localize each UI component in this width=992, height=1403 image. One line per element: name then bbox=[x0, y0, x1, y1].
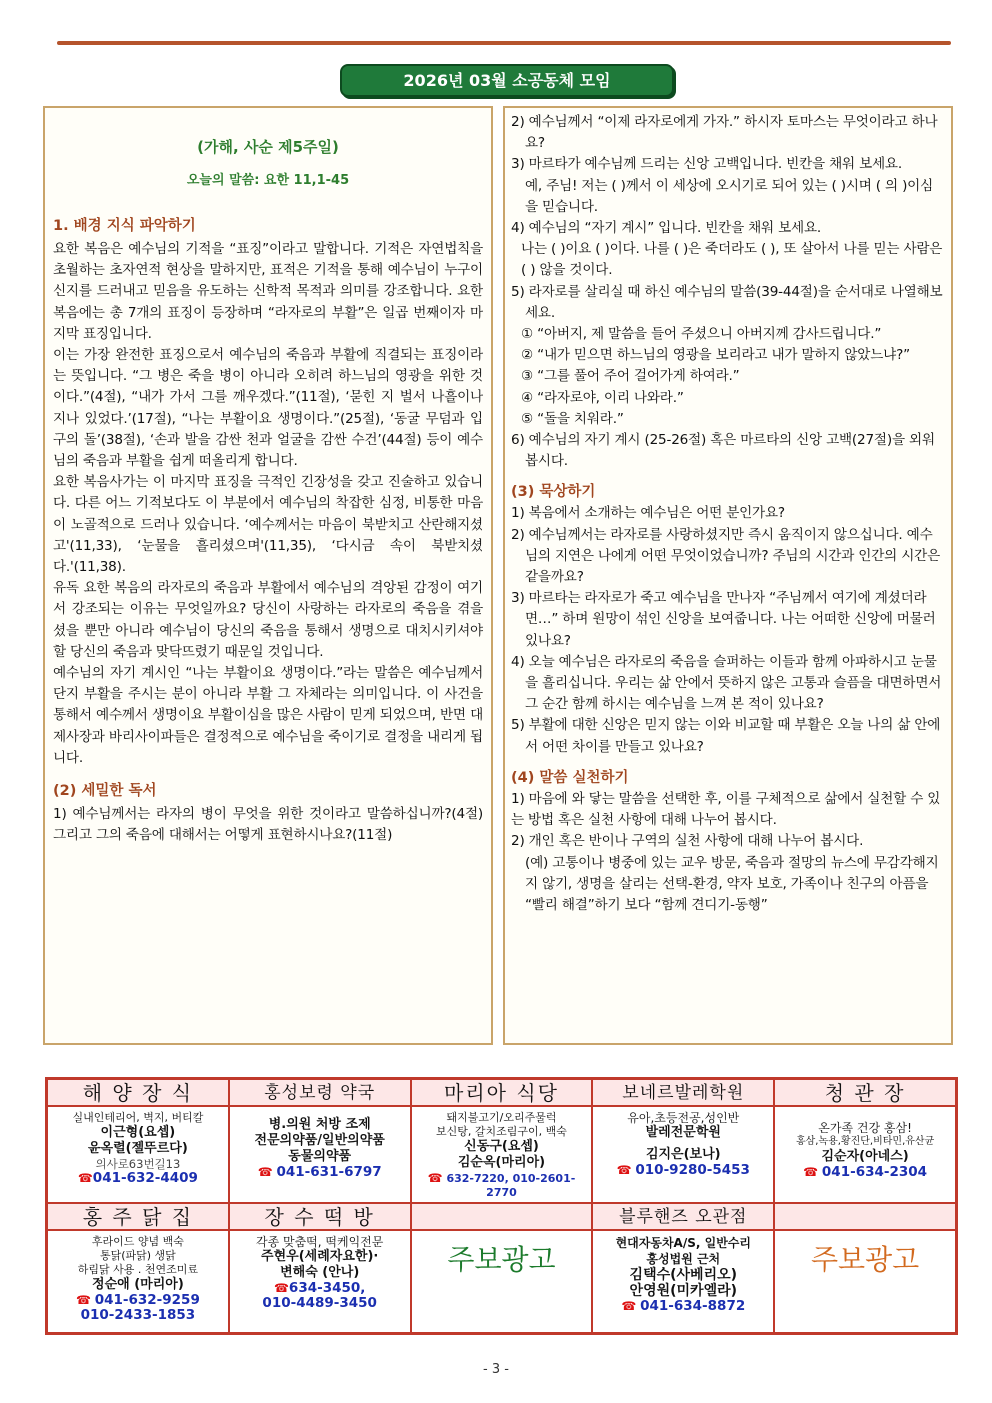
phone-icon: ☎ bbox=[427, 1171, 447, 1185]
question-5-option-3: ③ “그를 풀어 주어 걸어가게 하여라.” bbox=[521, 368, 740, 385]
ad-header-empty-2 bbox=[774, 1203, 956, 1230]
ad-maria bbox=[411, 1106, 593, 1203]
ad-phone: 041-634-2304 bbox=[821, 1164, 928, 1180]
page-number: - 3 - bbox=[483, 1362, 509, 1377]
ad-text: 각종 맞춤떡, 떡케익전문 bbox=[256, 1235, 384, 1249]
phone-icon: ☎ bbox=[77, 1171, 93, 1185]
ad-phone: 041-631-6797 bbox=[276, 1164, 382, 1180]
ad-phone: 634-3450, bbox=[288, 1280, 366, 1296]
ad-ballet bbox=[592, 1106, 774, 1203]
ad-bluehands bbox=[592, 1230, 774, 1333]
phone-icon: ☎ bbox=[803, 1165, 822, 1179]
ad-name: 윤옥렬(젤뚜르다) bbox=[88, 1141, 188, 1156]
ad-text: 하림닭 사용 . 천연조미료 bbox=[77, 1263, 199, 1276]
ad-text: 홍성법원 근처 bbox=[646, 1252, 721, 1266]
meditation-1: 1) 복음에서 소개하는 예수님은 어떤 분인가요? bbox=[511, 505, 785, 522]
ad-jangsu bbox=[229, 1230, 411, 1333]
ad-header-jangsu: 장 수 떡 방 bbox=[229, 1203, 411, 1230]
practice-2: 2) 개인 혹은 반이나 구역의 실천 사항에 대해 나누어 봅시다. bbox=[511, 833, 864, 850]
question-4-blanks: 나는 ( )이요 ( )이다. 나를 ( )은 죽더라도 ( ), 또 살아서 나를 믿는 사람은 ( ) 않을 것이다. bbox=[521, 241, 943, 279]
ads-table bbox=[45, 1077, 958, 1335]
question-6: 6) 예수님의 자기 계시 (25-26절) 혹은 마르타의 신앙 고백(27절)을 외워봅시다. bbox=[511, 432, 935, 470]
phone-icon: ☎ bbox=[75, 1293, 95, 1307]
phone-icon: ☎ bbox=[621, 1299, 641, 1313]
ad-text: 후라이드 양념 백숙 bbox=[91, 1235, 184, 1248]
right-column bbox=[503, 106, 953, 1045]
background-paragraph-1: 요한 복음은 예수님의 기적을 “표징”이라고 말합니다. 기적은 자연법칙을 초월하는 초자연적 현상을 말하지만, 표적은 기적을 통해 예수님이 누구이신지를 드러내고 믿음을 유도하는 신학적 목적과 의미를 강조합니다. 요한 복음에는 총 7개의 표징이 등장하며 “라자로의 부활”은 일곱 번째이자 마지막 표징입니다. bbox=[53, 241, 483, 342]
top-rule bbox=[57, 41, 951, 45]
ad-name: 정순애 (마리아) bbox=[92, 1277, 184, 1292]
ad-header-hongju: 홍 주 닭 집 bbox=[47, 1203, 229, 1230]
ad-phone: 041-632-4409 bbox=[92, 1170, 198, 1186]
background-paragraph-3: 요한 복음사가는 이 마지막 표징을 극적인 긴장성을 갖고 진술하고 있습니다. 다른 어느 기적보다도 이 부분에서 예수님의 착잡한 심정, 비통한 마음이 노골적으로 드러나 있습니다. ‘예수께서는 마음이 북받치고 산란해지셨고'(11,33), ‘눈물을 흘리셨으며'(11,35), ‘다시금 속이 북받치셨다.'(11,38). bbox=[53, 474, 483, 576]
section-background-title: 1. 배경 지식 파악하기 bbox=[53, 218, 196, 234]
ad-haeyang bbox=[47, 1106, 229, 1203]
question-2: 2) 예수님께서 “이제 라자로에게 가자.” 하시자 토마스는 무엇이라고 하나요? bbox=[511, 114, 938, 152]
reading-reference: 오늘의 말씀: 요한 11,1-45 bbox=[186, 173, 350, 188]
close-reading-question-1: 1) 예수님께서는 라자의 병이 무엇을 위한 것이라고 말씀하십니까?(4절) 그리고 그의 죽음에 대해서는 어떻게 표현하시나요?(11절) bbox=[53, 806, 483, 844]
phone-icon: ☎ bbox=[273, 1281, 289, 1295]
ad-header-pharmacy: 홍성보령 약국 bbox=[229, 1079, 411, 1106]
section-meditation-title: (3) 묵상하기 bbox=[511, 484, 596, 501]
meditation-2: 2) 예수님께서는 라자로를 사랑하셨지만 즉시 움직이지 않으십니다. 예수님의 지연은 나에게 어떤 무엇이었습니까? 주님의 시간과 인간의 시간은 같을까요? bbox=[511, 526, 940, 586]
ad-text: 실내인테리어, 벽지, 버티칼 bbox=[72, 1111, 204, 1124]
ad-text: 돼지불고기/오리주물럭 bbox=[446, 1111, 557, 1124]
ad-text: 유아,초등전공,성인반 bbox=[627, 1111, 740, 1125]
section-close-reading-title: (2) 세밀한 독서 bbox=[53, 783, 157, 800]
background-paragraph-4: 유독 요한 복음의 라자로의 죽음과 부활에서 예수님의 격앙된 감정이 여기서 강조되는 이유는 무엇일까요? 당신이 사랑하는 라자로의 죽음을 겪을 셨을 뿐만 아니라 예수님이 당신의 죽음을 통해서 생명으로 대치시키셔야 할 당신의 죽음과 맞닥뜨렸기 때문일 것입니다. bbox=[53, 580, 483, 660]
ad-phone: 010-4489-3450 bbox=[262, 1295, 377, 1311]
ad-phone: 041-634-8872 bbox=[640, 1298, 746, 1314]
ad-name: 김택수(사베리오) bbox=[629, 1267, 738, 1283]
ad-header-bluehands: 블루핸즈 오관점 bbox=[592, 1203, 774, 1230]
ad-hongju bbox=[47, 1230, 229, 1333]
phone-icon: ☎ bbox=[616, 1163, 636, 1177]
ad-name: 김지은(보나) bbox=[645, 1147, 721, 1162]
question-5-option-4: ④ “라자로야, 이리 나와라.” bbox=[521, 389, 684, 406]
meditation-3: 3) 마르타는 라자로가 죽고 예수님을 만나자 “주님께서 여기에 계셨더라면…” 하며 원망이 섞인 신앙을 보여줍니다. 나는 어떠한 신앙에 머물러 있나요? bbox=[511, 590, 936, 649]
ad-phone: 632-7220, 010-2601-2770 bbox=[446, 1172, 576, 1199]
ad-text: 온가족 건강 홍삼! bbox=[818, 1121, 912, 1135]
question-5-option-5: ⑤ “돌을 치워라.” bbox=[521, 410, 624, 427]
ad-header-empty-1 bbox=[411, 1203, 593, 1230]
ad-phone: 010-2433-1853 bbox=[80, 1307, 196, 1323]
practice-2-example: (예) 고통이나 병중에 있는 교우 방문, 죽음과 절망의 뉴스에 무감각해지지 않기, 생명을 살리는 선택-환경, 약자 보호, 가족이나 친구의 아픔을 “빨리 해결”하기 보다 “함께 견디기-동행” bbox=[525, 854, 939, 913]
ad-name: 변해숙 (안나) bbox=[280, 1265, 360, 1280]
left-column bbox=[43, 106, 493, 1045]
ad-header-ballet: 보네르발레학원 bbox=[592, 1079, 774, 1106]
ad-text: 보신탕, 갈치조림구이, 백숙 bbox=[436, 1125, 567, 1138]
ad-text: 현대자동차A/S, 일반수리 bbox=[615, 1236, 751, 1250]
ad-text: 통닭(파닭) 생닭 bbox=[99, 1249, 176, 1262]
ad-name: 이근형(요셉) bbox=[100, 1125, 176, 1140]
ad-pharmacy bbox=[229, 1106, 411, 1203]
liturgy-title: (가해, 사순 제5주일) bbox=[197, 138, 339, 156]
ad-text: 전문의약품/일반의약품 bbox=[254, 1133, 385, 1148]
ad-header-maria: 마리아 식당 bbox=[411, 1079, 593, 1106]
phone-icon: ☎ bbox=[257, 1165, 277, 1179]
ad-text: 병.의원 처방 조제 bbox=[268, 1117, 371, 1132]
ad-text: 홍삼,녹용,황진단,비타민,유산균 bbox=[795, 1136, 935, 1147]
ad-name: 주현우(세례자요한)· bbox=[261, 1249, 379, 1264]
ad-placeholder-1: 주보광고 bbox=[411, 1230, 593, 1333]
ad-name: 김순옥(마리아) bbox=[457, 1155, 546, 1170]
meditation-5: 5) 부활에 대한 신앙은 믿지 않는 이와 비교할 때 부활은 오늘 나의 삶 안에서 어떤 차이를 만들고 있나요? bbox=[511, 717, 941, 755]
ad-name: 신동구(요셉) bbox=[464, 1139, 539, 1154]
ad-name: 김순자(아네스) bbox=[821, 1149, 909, 1164]
ad-header-cheonggwan: 청 관 장 bbox=[774, 1079, 956, 1106]
background-paragraph-2: 이는 가장 완전한 표징으로서 예수님의 죽음과 부활에 직결되는 표징이라는 뜻입니다. “그 병은 죽을 병이 아니라 오히려 하느님의 영광을 위한 것이다.”(4절), “내가 가서 그를 깨우겠다.”(11절), ‘묻힌 지 벌서 나흘이나 지나 있었다.’(17절), “나는 부활이요 생명이다.”(25절), ‘동굴 무덤과 입구의 돌’(38절), ‘손과 발을 감싼 천과 얼굴을 감싼 수건’(44절) 등이 예수님의 죽음과 부활을 쉽게 떠올리게 합니다. bbox=[53, 347, 483, 470]
ad-text: 발레전문학원 bbox=[645, 1125, 721, 1140]
ad-phone: 010-9280-5453 bbox=[635, 1162, 750, 1178]
background-paragraph-5: 예수님의 자기 계시인 “나는 부활이요 생명이다.”라는 말씀은 예수님께서 단지 부활을 주시는 분이 아니라 부활 그 자체라는 의미입니다. 이 사건을 통해서 예수께서 생명이요 부활이심을 많은 사람이 믿게 되었으며, 반면 대제사장과 바리사이파들은 결정적으로 예수님을 죽이기로 결정을 내리게 됩니다. bbox=[53, 665, 483, 766]
ad-text: 동물의약품 bbox=[288, 1149, 352, 1164]
question-5-option-2: ② “내가 믿으면 하느님의 영광을 보리라고 내가 말하지 않았느냐?” bbox=[521, 347, 910, 364]
ad-placeholder-2: 주보광고 bbox=[774, 1230, 956, 1333]
section-practice-title: (4) 말씀 실천하기 bbox=[511, 769, 629, 786]
question-5-option-1: ① “아버지, 제 말씀을 들어 주셨으니 아버지께 감사드립니다.” bbox=[521, 326, 882, 343]
ad-address: 의사로63번길13 bbox=[95, 1157, 181, 1171]
practice-1: 1) 마음에 와 닿는 말씀을 선택한 후, 이를 구체적으로 삶에서 실천할 수 있는 방법 혹은 실천 사항에 대해 나누어 봅시다. bbox=[511, 790, 941, 829]
question-4: 4) 예수님의 “자기 계시” 입니다. 빈칸을 채워 보세요. bbox=[511, 220, 822, 237]
meditation-4: 4) 오늘 예수님은 라자로의 죽음을 슬퍼하는 이들과 함께 아파하시고 눈물을 흘리십니다. 우리는 삶 안에서 뜻하지 않은 고통과 슬픔을 대면하면서 그 순간 함께 하시는 예수님을 느껴 본 적이 있나요? bbox=[511, 653, 942, 713]
ad-cheonggwan bbox=[774, 1106, 956, 1203]
question-3-blanks: 예, 주님! 저는 ( )께서 이 세상에 오시기로 되어 있는 ( )시며 ( 의 )이심을 믿습니다. bbox=[525, 177, 934, 215]
ad-header-haeyang: 해 양 장 식 bbox=[47, 1079, 229, 1106]
ad-phone: 041-632-9259 bbox=[94, 1292, 200, 1308]
question-3: 3) 마르타가 예수님께 드리는 신앙 고백입니다. 빈칸을 채워 보세요. bbox=[511, 156, 902, 173]
ad-name: 안영원(미카엘라) bbox=[629, 1283, 738, 1299]
question-5: 5) 라자로를 살리실 때 하신 예수님의 말씀(39-44절)을 순서대로 나열해보세요. bbox=[511, 283, 943, 321]
page-banner: 2026년 03월 소공동체 모임 bbox=[340, 64, 674, 97]
